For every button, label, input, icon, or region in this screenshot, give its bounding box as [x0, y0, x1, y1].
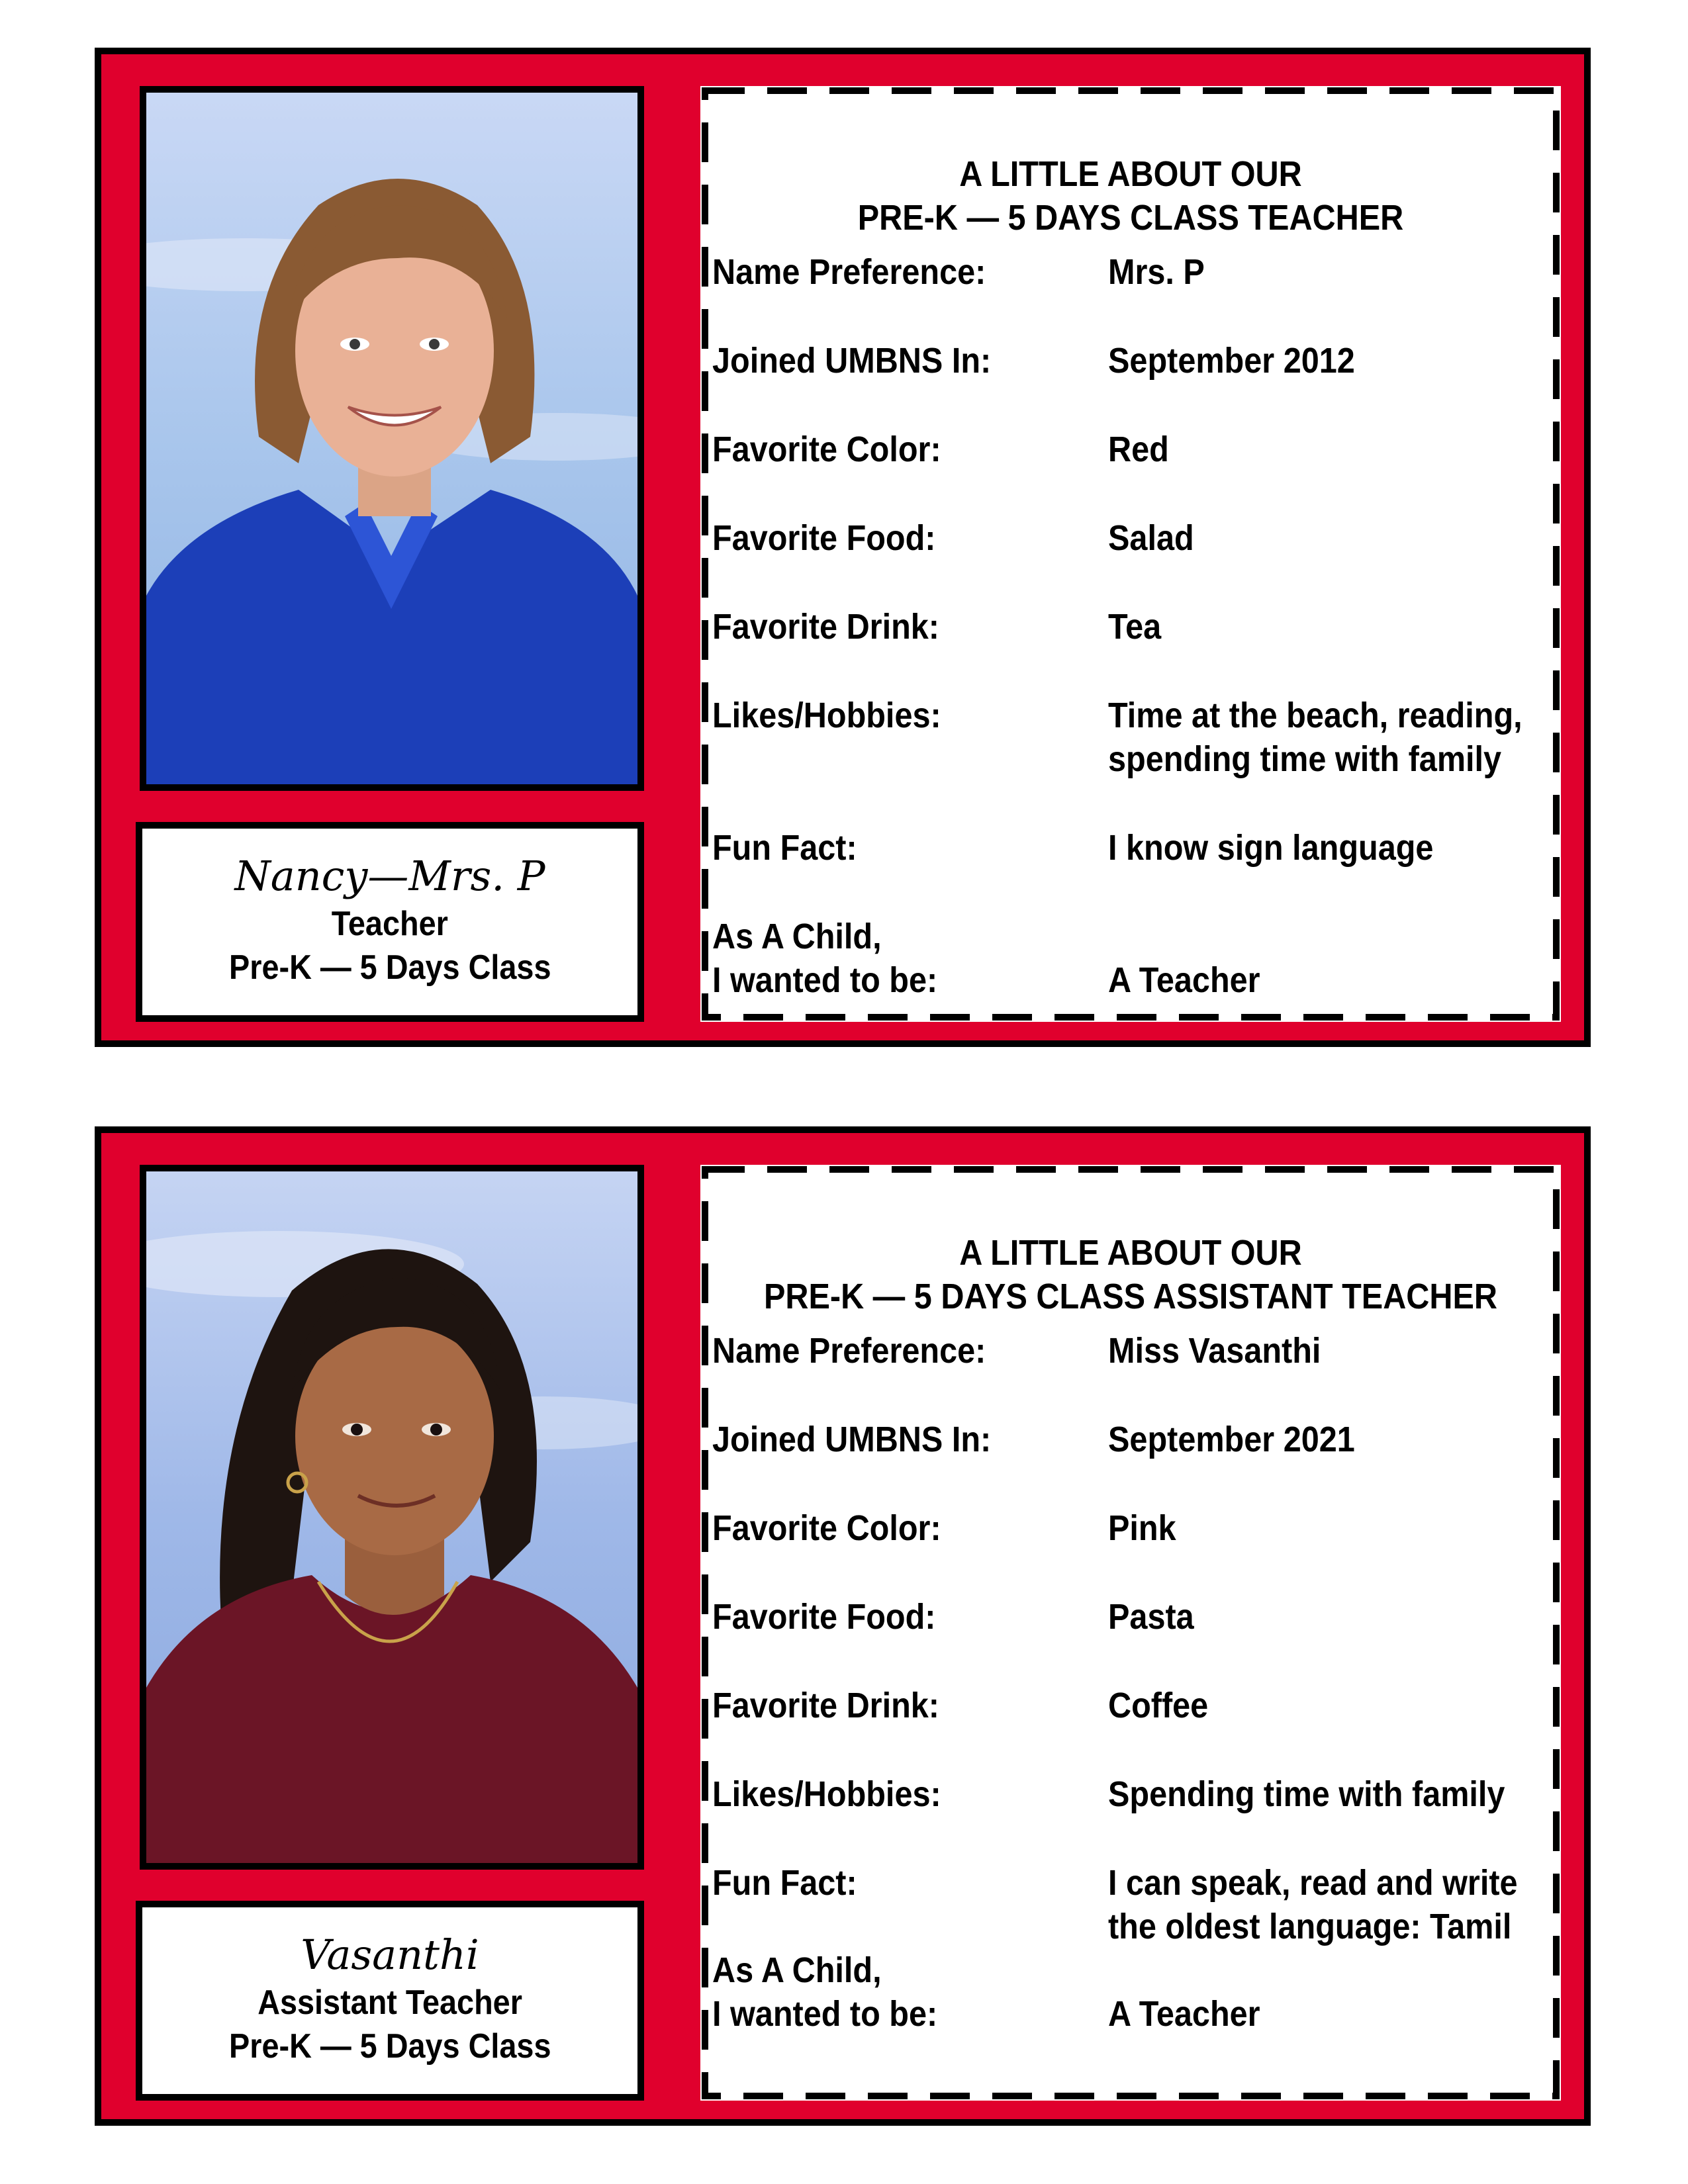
row-value-line: the oldest language: Tamil [1108, 1907, 1512, 1946]
row-label: Likes/Hobbies: [712, 1774, 941, 1814]
row-label: Name Preference: [712, 252, 986, 292]
info-title [743, 152, 1518, 240]
class-name: Pre-K — 5 Days Class [228, 948, 551, 987]
row-label: Favorite Drink: [712, 1686, 939, 1725]
row-value: Pasta [1108, 1597, 1194, 1637]
info-panel [700, 1165, 1561, 2101]
row-value: Miss Vasanthi [1108, 1331, 1321, 1371]
info-panel [700, 86, 1561, 1022]
row-value: Pink [1108, 1508, 1176, 1548]
teacher-card [95, 48, 1591, 1047]
row-label: Joined UMBNS In: [712, 341, 992, 381]
teacher-name: Nancy—Mrs. P [234, 852, 545, 901]
row-label-line: I wanted to be: [712, 1994, 938, 2034]
name-plate [136, 1901, 644, 2101]
row-value: September 2012 [1108, 341, 1355, 381]
row-value: I know sign language [1108, 828, 1434, 868]
row-label-line: I wanted to be: [712, 960, 938, 1000]
info-title [743, 1231, 1518, 1318]
row-value: Salad [1108, 518, 1194, 558]
row-label [712, 915, 1058, 1002]
teacher-role: Teacher [331, 904, 449, 943]
assistant-teacher-name: Vasanthi [301, 1931, 479, 1979]
assistant-teacher-role: Assistant Teacher [258, 1983, 522, 2022]
row-value: Tea [1108, 607, 1162, 647]
row-value-line: I can speak, read and write [1108, 1863, 1518, 1903]
row-value [1108, 1861, 1525, 1948]
row-label: Favorite Food: [712, 518, 936, 558]
class-name: Pre-K — 5 Days Class [228, 2027, 551, 2066]
row-value: Spending time with family [1108, 1774, 1505, 1814]
assistant-teacher-photo [140, 1165, 644, 1870]
info-title-line: A LITTLE ABOUT OUR [959, 1233, 1302, 1273]
row-label: Favorite Color: [712, 430, 941, 469]
row-label: Favorite Food: [712, 1597, 936, 1637]
row-label: Fun Fact: [712, 1863, 857, 1903]
row-value: Coffee [1108, 1686, 1209, 1725]
portrait-image [146, 1171, 637, 1863]
row-value-line: spending time with family [1108, 739, 1502, 779]
name-plate [136, 822, 644, 1022]
row-label: Fun Fact: [712, 828, 857, 868]
teacher-photo [140, 86, 644, 791]
row-label: Favorite Drink: [712, 607, 939, 647]
info-title-line: PRE-K — 5 DAYS CLASS TEACHER [857, 198, 1404, 238]
row-label-line: As A Child, [712, 1950, 882, 1990]
row-value: Mrs. P [1108, 252, 1205, 292]
row-label: Likes/Hobbies: [712, 696, 941, 735]
row-label-line: As A Child, [712, 917, 882, 956]
row-label [712, 1948, 1058, 2036]
row-value: A Teacher [1108, 960, 1260, 1000]
portrait-image [146, 93, 637, 784]
row-value [1108, 694, 1525, 781]
row-label: Favorite Color: [712, 1508, 941, 1548]
row-label: Joined UMBNS In: [712, 1420, 992, 1459]
row-label: Name Preference: [712, 1331, 986, 1371]
row-value: September 2021 [1108, 1420, 1355, 1459]
info-title-line: PRE-K — 5 DAYS CLASS ASSISTANT TEACHER [763, 1277, 1498, 1316]
assistant-teacher-card [95, 1126, 1591, 2126]
info-title-line: A LITTLE ABOUT OUR [959, 154, 1302, 194]
row-value: A Teacher [1108, 1994, 1260, 2034]
row-value-line: Time at the beach, reading, [1108, 696, 1523, 735]
row-value: Red [1108, 430, 1169, 469]
